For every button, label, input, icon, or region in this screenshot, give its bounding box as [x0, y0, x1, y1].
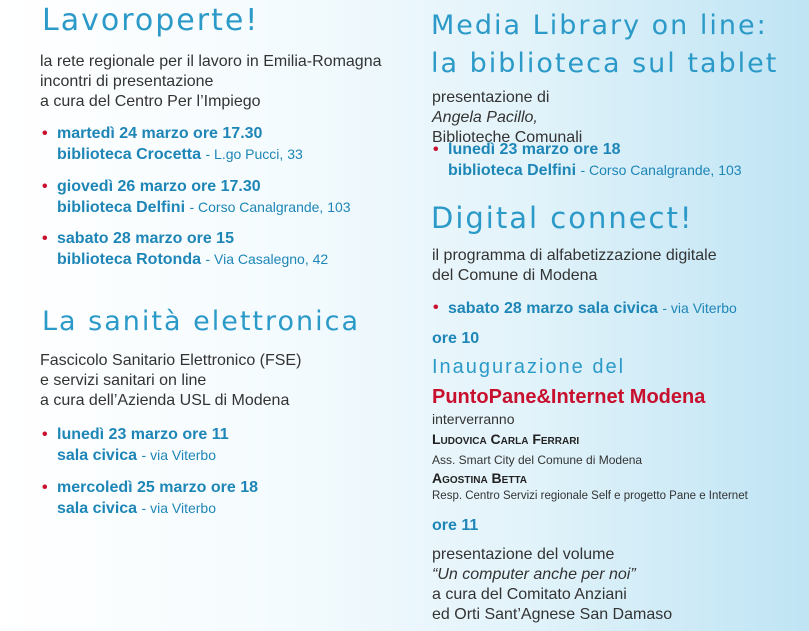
speaker-name: Agostina Betta: [432, 470, 528, 486]
event-when: lunedì 23 marzo ore 11: [57, 426, 229, 443]
intro-line: il programma di alfabetizzazione digitale: [432, 247, 717, 264]
event-when: martedì 24 marzo ore 17.30: [57, 125, 263, 142]
volume-line: ed Orti Sant’Agnese San Damaso: [432, 606, 673, 623]
event-place: biblioteca Rotonda: [57, 251, 201, 268]
sanita-title: La sanità elettronica: [42, 306, 361, 337]
event-address: - via Viterbo: [662, 300, 737, 316]
event-address: - via Viterbo: [141, 500, 216, 516]
event-place: sabato 28 marzo sala civica: [448, 300, 658, 317]
bullet-icon: •: [433, 141, 439, 158]
bullet-icon: •: [42, 178, 48, 195]
inaugurazione-label: Inaugurazione del: [432, 356, 626, 378]
bullet-icon: •: [42, 479, 48, 496]
lavoroperte-title: Lavoroperte!: [42, 3, 260, 38]
event-when: sabato 28 marzo ore 15: [57, 230, 234, 247]
event-when: lunedì 23 marzo ore 18: [448, 141, 621, 158]
volume-line: presentazione del volume: [432, 546, 615, 563]
bullet-icon: •: [42, 125, 48, 142]
intro-line: a cura dell’Azienda USL di Modena: [40, 392, 290, 409]
event-place: sala civica: [57, 447, 138, 464]
digital-title: Digital connect!: [431, 201, 694, 235]
intro-line: la rete regionale per il lavoro in Emilia-Romagna: [40, 53, 382, 70]
speaker-role: Ass. Smart City del Comune di Modena: [432, 453, 643, 467]
presenter-org: Biblioteche Comunali: [432, 129, 583, 146]
event-item: [40, 124, 303, 165]
event-item: [40, 478, 258, 519]
event-item: [431, 298, 737, 319]
event-when: mercoledì 25 marzo ore 18: [57, 479, 258, 496]
volume-title: “Un computer anche per noi”: [432, 566, 636, 583]
event-item: [40, 425, 229, 466]
event-item: [40, 177, 351, 218]
intro-line: presentazione di: [432, 89, 550, 106]
bullet-icon: •: [42, 230, 48, 247]
event-address: - via Viterbo: [141, 447, 216, 463]
event-item: [431, 140, 809, 181]
lavoroperte-intro: [40, 52, 382, 112]
event-place: biblioteca Delfini: [57, 199, 186, 216]
bullet-icon: •: [42, 426, 48, 443]
intro-line: Fascicolo Sanitario Elettronico (FSE): [40, 352, 302, 369]
sanita-intro: [40, 351, 301, 411]
event-address: - Via Casalegno, 42: [205, 251, 329, 267]
bullet-icon: •: [433, 299, 439, 316]
event-when: giovedì 26 marzo ore 17.30: [57, 178, 261, 195]
event-place: sala civica: [57, 500, 138, 517]
speaker-name: Ludovica Carla Ferrari: [432, 431, 580, 447]
event-place: biblioteca Crocetta: [57, 146, 202, 163]
presenter-name: Angela Pacillo,: [432, 109, 538, 126]
intro-line: incontri di presentazione: [40, 73, 214, 90]
event-item: [40, 229, 328, 270]
intro-line: e servizi sanitari on line: [40, 372, 207, 389]
event-address: - Corso Canalgrande, 103: [580, 162, 742, 178]
speaker-role: Resp. Centro Servizi regionale Self e progetto Pane e Internet: [432, 490, 748, 502]
intro-line: a cura del Centro Per l’Impiego: [40, 93, 261, 110]
time-ore-11: ore 11: [432, 517, 479, 534]
puntopane-title: PuntoPane&Internet Modena: [432, 386, 706, 408]
volume-line: a cura del Comitato Anziani: [432, 586, 627, 603]
digital-intro: [432, 246, 717, 286]
media-intro: [432, 88, 582, 148]
media-title-line2: la biblioteca sul tablet: [431, 48, 779, 79]
media-title-line1: Media Library on line:: [431, 10, 768, 41]
event-address: - L.go Pucci, 33: [205, 146, 303, 162]
volume-presentation: [432, 545, 672, 625]
time-ore-10: ore 10: [432, 330, 480, 347]
event-place: biblioteca Delfini: [448, 162, 577, 179]
interverranno-label: interverranno: [432, 411, 515, 427]
intro-line: del Comune di Modena: [432, 267, 598, 284]
event-address: - Corso Canalgrande, 103: [189, 199, 351, 215]
